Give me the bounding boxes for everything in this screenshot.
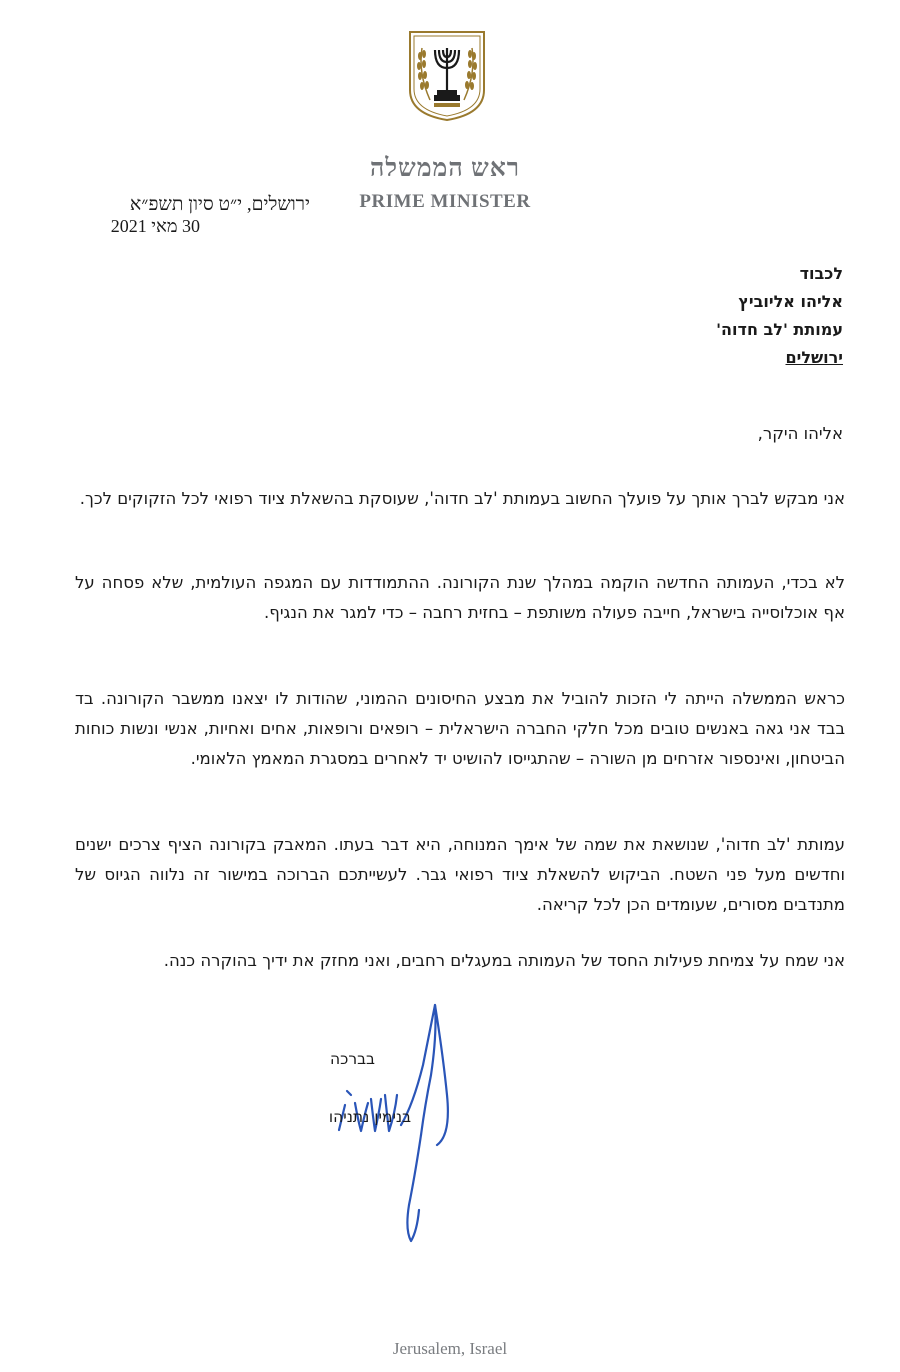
letter-paragraph: אני מבקש לברך אותך על פועלך החשוב בעמותת 'לב חדוה', שעוסקת בהשאלת ציוד רפואי לכל הזקוקים לכך. <box>79 489 845 508</box>
office-title-english: PRIME MINISTER <box>359 191 531 212</box>
letter-paragraph: עמותת 'לב חדוה', שנושאת את שמה של אימך המנוחה, היא דבר בעתו. המאבק בקורונה הציף צרכים ישנים וחדשים מעל פני השטח. הביקוש להשאלת ציוד רפואי גבר. לעשייתכם הברוכה במישור זה נלווה הגיוס של מתנדבים מסורים, שעומדים הכן לכל קריאה. <box>75 835 845 914</box>
menorah-emblem-icon <box>406 28 488 123</box>
closing-greeting: בברכה <box>330 1050 375 1068</box>
hebrew-date: ירושלים, י״ט סיון תשפ״א <box>129 194 310 215</box>
recipient-address <box>716 260 843 372</box>
gregorian-date: 30 מאי 2021 <box>110 216 200 236</box>
address-honorific: לכבוד <box>799 264 843 283</box>
office-title-hebrew: ראש הממשלה <box>369 155 521 182</box>
recipient-name: אליהו אליוביץ <box>738 292 843 311</box>
letter-paragraph: כראש הממשלה הייתה לי הזכות להוביל את מבצע החיסונים ההמוני, שהודות לו יצאנו ממשבר הקורונה. בד בבד אני גאה באנשים טובים מכל חלקי החברה הישראלית – רופאים ורופאות, אחים ואחיות, אנשי ונשות כוחות הביטחון, ואינספור אזרחים מן השורה – שהתגייסו להושיט יד לאחרים במסגרת המאמץ הלאומי. <box>75 689 845 768</box>
salutation: אליהו היקר, <box>757 424 843 443</box>
letter-paragraph: לא בכדי, העמותה החדשה הוקמה במהלך שנת הקורונה. ההתמודדות עם המגפה העולמית, שלא פסחה על אף אוכלוסייה בישראל, חייבה פעולה משותפת – בחזית רחבה – כדי למגר את הנגיף. <box>75 573 845 622</box>
letter-paragraph: אני שמח על צמיחת פעילות החסד של העמותה במעגלים רחבים, ואני מחזק את ידיך בהוקרה כנה. <box>163 951 845 970</box>
recipient-organization: עמותת 'לב חדוה' <box>716 320 843 339</box>
signer-name: בנימין נתניהו <box>328 1108 412 1126</box>
recipient-city: ירושלים <box>785 348 843 367</box>
letterhead-footer: Jerusalem, Israel <box>392 1339 508 1358</box>
